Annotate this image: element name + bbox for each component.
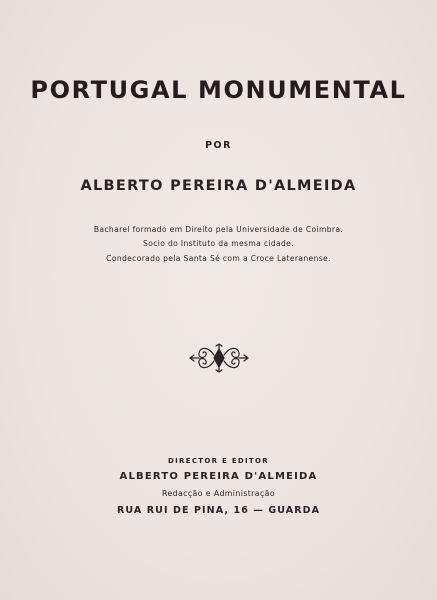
imprint-role: DIRECTOR E EDITOR (168, 457, 269, 465)
credential-line: Socio do Instituto da mesma cidade. (143, 239, 294, 248)
imprint-editor-name: ALBERTO PEREIRA D'ALMEIDA (119, 471, 318, 482)
author-name: ALBERTO PEREIRA D'ALMEIDA (80, 178, 357, 194)
fleuron-ornament-icon (186, 343, 252, 373)
imprint-office: Redacção e Administração (161, 489, 276, 498)
credential-line: Condecorado pela Santa Sé com a Croce Lateranense. (106, 254, 331, 263)
book-title: PORTUGAL MONUMENTAL (30, 76, 407, 104)
by-line: POR (205, 140, 232, 151)
imprint-address: RUA RUI DE PINA, 16 — GUARDA (116, 505, 321, 516)
credential-line: Bacharel formado em Direito pela Universidade de Coimbra. (93, 225, 344, 234)
